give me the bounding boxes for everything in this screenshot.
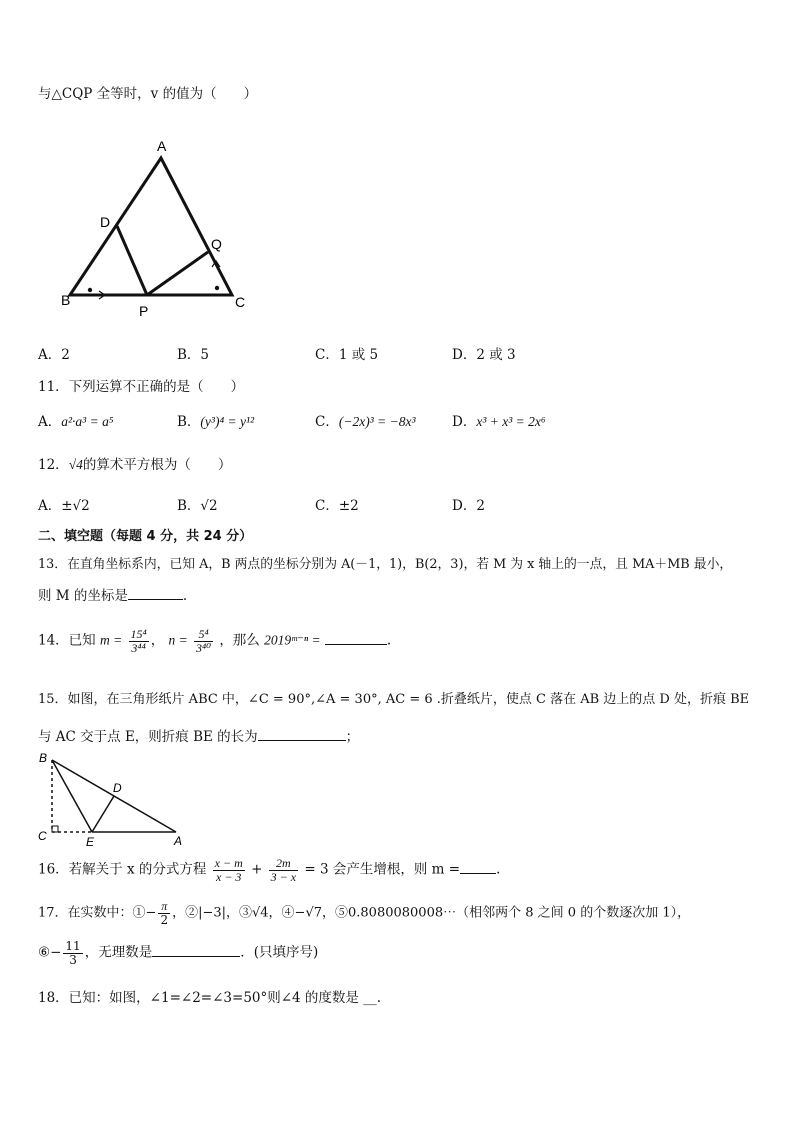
q15-label-A: A — [174, 834, 183, 848]
q16-fraction-2: $\frac{2m}{3 - x}$ — [270, 856, 297, 884]
q10-label-A: A — [157, 138, 167, 154]
q11-option-d: D．x³ + x³ = 2x⁶ — [452, 414, 546, 430]
q10-label-P: P — [139, 303, 149, 319]
section-heading: 二、填空题（每题 4 分，共 24 分） — [38, 529, 253, 544]
q10-triangle-figure — [55, 135, 265, 320]
q15-line2: 与 AC 交于点 E，则折痕 BE 的长为 ； — [38, 729, 360, 745]
q13-line1: 13．在直角坐标系内，已知 A，B 两点的坐标分别为 A(－1，1)，B(2，3)，若 M 为 x 轴上的一点，且 MA＋MB 最小， — [38, 557, 733, 572]
q12-option-d: D．2 — [452, 498, 485, 514]
q13-line2: 则 M 的坐标是 . — [38, 588, 188, 604]
q10-label-Q: Q — [211, 236, 222, 252]
q10-option-b: B．5 — [177, 347, 210, 363]
q10-option-d: D．2 或 3 — [452, 347, 516, 363]
q17-fraction-11-3: $\frac{11}{3}$ — [65, 939, 81, 967]
q10-option-a: A．2 — [38, 347, 70, 363]
q15-answer-blank[interactable] — [258, 740, 346, 741]
q14-fraction-n: $\frac{\text{5⁴}}{\text{3⁴⁰}}$ — [196, 627, 212, 655]
q12-option-b: B．√2 — [177, 498, 218, 514]
q15-label-E: E — [86, 835, 95, 848]
q15-label-B: B — [39, 751, 48, 765]
q14-answer-blank[interactable] — [325, 644, 387, 645]
q10-option-c: C．1 或 5 — [315, 347, 379, 363]
q17-answer-blank[interactable] — [152, 956, 240, 957]
q15-label-C: C — [38, 829, 47, 843]
q11-option-b: B．(y³)⁴ = y¹² — [177, 414, 255, 430]
q13-answer-blank[interactable] — [128, 599, 183, 600]
q17-line2: ⑥− $\frac{11}{3}$ ，无理数是 ．(只填序号) — [38, 939, 319, 967]
q16: 16．若解关于 x 的分式方程 $\frac{x - m}{x - 3}$ + $\frac{2m}{3 - x}$ = 3 会产生增根，则 m = . — [38, 856, 501, 884]
q16-fraction-1: $\frac{x - m}{x - 3}$ — [214, 856, 243, 884]
q17-fraction-pi: $\frac{\pi}{2}$ — [160, 899, 169, 927]
q14: 14．已知 m = $\frac{\text{15⁴}}{\text{3⁴⁴}}$ ， n = $\frac{\text{5⁴}}{\text{3⁴⁰}}$ ，那么 2019ᵐ⁻ⁿ = . — [38, 627, 392, 655]
q17-line1: 17．在实数中：①− $\frac{\pi}{2}$ ，②|−3|，③√4，④−√7，⑤0.8080080008⋯（相邻两个 8 之间 0 的个数逐次加 1）， — [38, 899, 691, 927]
q12-stem: 12．√4的算术平方根为（ ） — [38, 457, 232, 473]
q15-triangle-figure — [30, 748, 195, 848]
q14-fraction-m: $\frac{\text{15⁴}}{\text{3⁴⁴}}$ — [130, 627, 147, 655]
q18: 18．已知：如图，∠1=∠2=∠3=50°则∠4 的度数是 __. — [38, 990, 382, 1006]
q16-answer-blank[interactable] — [460, 873, 496, 874]
q10-label-B: B — [61, 292, 71, 308]
q10-stem: 与△CQP 全等时，v 的值为（ ） — [38, 86, 258, 102]
q12-option-c: C．±2 — [315, 498, 359, 514]
q11-option-a: A．a²·a³ = a⁵ — [38, 414, 114, 430]
q12-option-a: A．±√2 — [38, 498, 90, 514]
q10-label-D: D — [100, 214, 111, 230]
q10-label-C: C — [235, 294, 246, 310]
q15-label-D: D — [113, 781, 122, 795]
q11-stem: 11．下列运算不正确的是（ ） — [38, 379, 245, 395]
q11-option-c: C．(−2x)³ = −8x³ — [315, 414, 416, 430]
q15-line1: 15．如图，在三角形纸片 ABC 中，∠C = 90°,∠A = 30°, AC = 6 .折叠纸片，使点 C 落在 AB 边上的点 D 处，折痕 BE — [38, 692, 750, 707]
